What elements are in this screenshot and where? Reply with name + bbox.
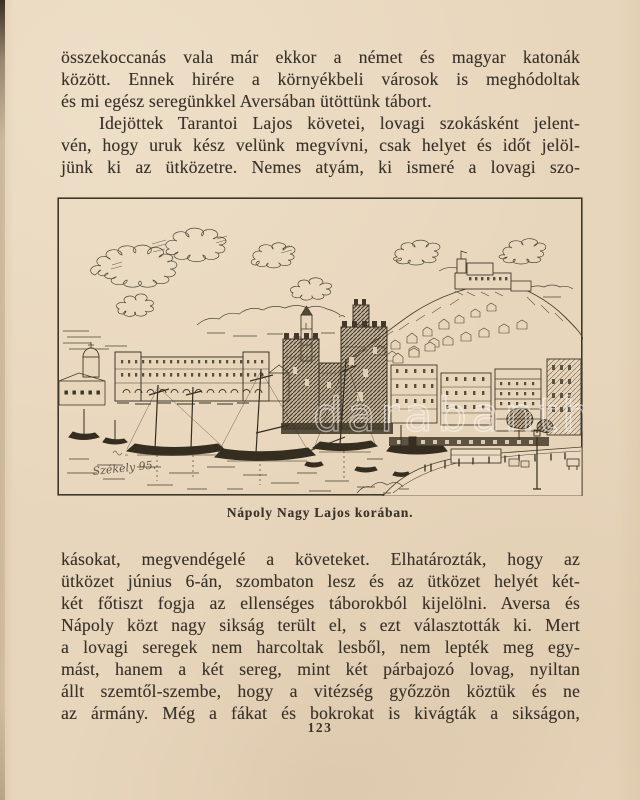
text-line: ütközet június 6-án, szombaton lesz és az ütközet helyét két- (61, 571, 580, 591)
illustration-caption: Nápoly Nagy Lajos korában. (226, 505, 414, 520)
text-line: mást, hanem a két sereg, mint két párbajozó lovag, nyiltan (61, 659, 580, 679)
text-line: Idejöttek Tarantoi Lajos követei, lovagi szokásként jelent- (99, 113, 580, 133)
text-line: és mi egész seregünkkel Aversában ütöttünk tábort. (61, 91, 432, 111)
text-line: között. Ennek hirére a környékbeli városok is meghódoltak (61, 69, 580, 89)
naples-harbor-illustration (57, 197, 583, 496)
text-line: kásokat, megvendégelé a követeket. Elhatározták, hogy az (61, 549, 580, 569)
pencil-marks (113, 451, 128, 455)
text-line: jünk ki az ütközetre. Nemes atyám, ki ismeré a lovagi szo- (61, 157, 580, 177)
text-line: vén, hogy uruk kész velünk megvívni, csak helyet és időt jelöl- (61, 135, 580, 155)
text-line: a lovagi seregek nem harcoltak lesből, nem lepték meg egy- (61, 637, 580, 657)
page-number: 123 (307, 720, 333, 735)
text-block-bottom (61, 548, 580, 724)
text-line: Nápoly közt nagy sikság terült el, s ezt választották ki. Mert (61, 615, 580, 635)
text-block-top (61, 46, 580, 178)
text-line: állt szemtől-szembe, hogy a vitézség győzzön köztük és ne (61, 681, 580, 701)
watermark-text: darabanth (313, 388, 583, 442)
page-edge-shadow (0, 0, 5, 800)
artist-signature: Székely 95. (91, 458, 157, 478)
cloud-shading (111, 236, 292, 269)
text-line: az ármány. Még a fákat és bokrokat is kivágták a sikságon, (61, 703, 580, 723)
text-line: összekoccanás vala már ekkor a német és magyar katonák (61, 47, 580, 67)
left-buildings (59, 306, 312, 405)
naples-engraving (57, 197, 583, 496)
text-line: két főtiszt fogja az ellenséges táborokból kijelölni. Aversa és (61, 593, 580, 613)
